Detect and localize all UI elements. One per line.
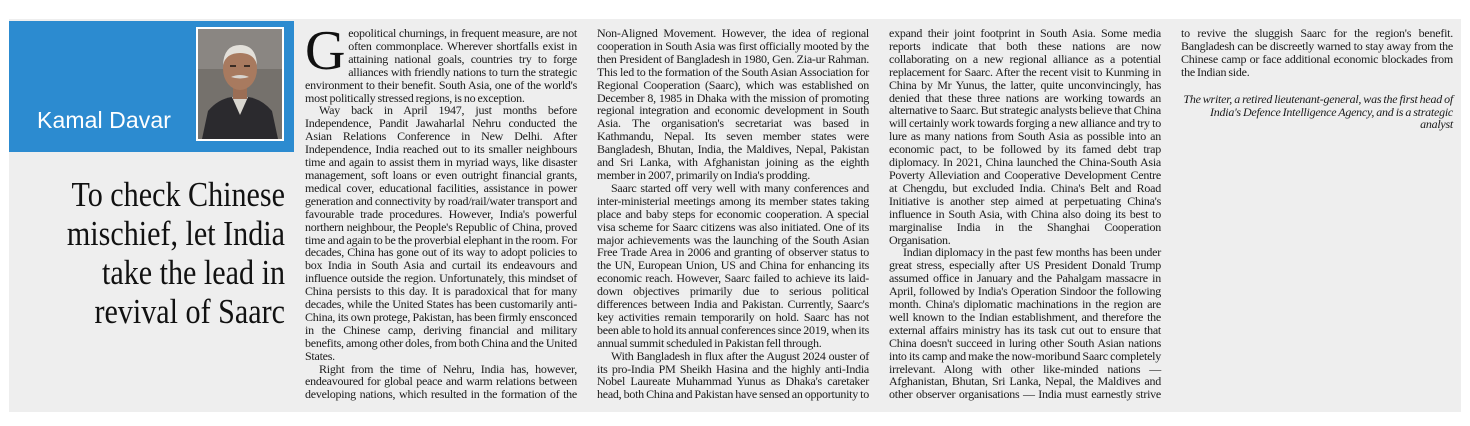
author-portrait-icon bbox=[196, 27, 284, 141]
author-name: Kamal Davar bbox=[37, 107, 172, 133]
byline-box bbox=[9, 21, 294, 152]
lead-text: eopolitical churnings, in frequent measure, are not often commonplace. Wherever shortfalls exist in attaining national goals, countries try to forge alliances with friendly nations to turn the strategic environment to their benefit. South Asia, one of the world's most politically stressed regions, is no exception. bbox=[305, 26, 577, 105]
opinion-column bbox=[9, 19, 1461, 412]
lead-paragraph bbox=[305, 20, 577, 105]
author-note: The writer, a retired lieutenant-general, was the first head of India's Defence Intelligence Agency, and is a strategic analyst bbox=[1183, 91, 1453, 132]
drop-cap: G bbox=[305, 20, 346, 82]
paragraph: Way back in April 1947, just months before Independence, Pandit Jawaharlal Nehru conducted the Asian Relations Conference in New Delhi. After Independence, India reached out to its smaller neighbours time and again to assist them in myriad ways, like disaster management, soft loans or even outright financial grants, medical cover, educational facilities, assistance in power generation and connectivity by road/rail/water transport and favourable trade procedures. However, India's powerful northern neighbour, the People's Republic of China, proved time and again to be the proverbial elephant in the room. For decades, China has gone out of its way to adopt policies to box India in South Asia and curtail its endeavours and influence outside the region. Unfortunately, this mindset of China persists to this day. It is paradoxical that for many decades, while the United States has been customarily anti-China, its own protege, Pakistan, has been firmly ensconced in the Chinese camp, deriving financial and military benefits, among other doles, from both China and the United States. bbox=[305, 103, 577, 363]
article-body bbox=[305, 20, 1453, 411]
paragraph: With Bangladesh in flux after the August 2024 ouster of its pro-India PM Sheikh Hasina and the highly anti-India Nobel Laureate Muhammad Yunus as Dhaka's caretaker head, both China and Pakistan have sensed an opportunity to expand their joint footprint in South Asia. Some media reports indicate that both these nations are now collaborating on a new regional alliance as a potential replacement for Saarc. After the recent visit to Kunming in China by Mr Yunus, the latter, quite unconvincingly, has denied that these three nations are working towards an alternative to Saarc. But strategic analysts believe that China will certainly work towards forging a new alliance and try to lure as many nations from South Asia as possible into an economic pact, to be followed by its famed debt trap diplomacy. In 2021, China launched the China-South Asia Poverty Alleviation and Cooperative Development Centre at Chengdu, but excluded India. China's Belt and Road Initiative is another step aimed at perpetuating China's influence in South Asia, with China also doing its best to marginalise India in the Shanghai Cooperation Organisation. bbox=[597, 26, 1161, 402]
paragraph: Saarc started off very well with many conferences and inter-ministerial meetings among its member states taking place and baby steps for economic cooperation. A special visa scheme for Saarc citizens was also initiated. One of its major achievements was the launching of the South Asian Free Trade Area in 2006 and granting of observer status to the UN, European Union, US and China for enhancing its economic reach. However, Saarc failed to achieve its laid-down objectives primarily due to serious political differences between India and Pakistan. Currently, Saarc's key activities remain temporarily on hold. Saarc has not been able to hold its annual conferences since 2019, when its annual summit scheduled in Pakistan fell through. bbox=[597, 180, 869, 350]
paragraph: Indian diplomacy in the past few months has been under great stress, especially after US President Donald Trump assumed office in January and the Pahalgam massacre in April, followed by India's Operation Sindoor the following month. China's diplomatic machinations in the region are well known to the Indian establishment, and therefore the external affairs ministry has its task cut out to ensure that China doesn't succeed in luring other South Asian nations into its camp and make the now-moribund Saarc completely irrelevant. Along with other like-minded nations — Afghanistan, Bhutan, Sri Lanka, Nepal, the Maldives and other observer organisations — India must earnestly strive to revive the sluggish Saarc for the region's benefit. Bangladesh can be discreetly warned to stay away from the Chinese camp or face additional economic blockades from the Indian side. bbox=[889, 26, 1453, 402]
headline: To check Chinese mischief, let India take the lead in revival of Saarc bbox=[66, 175, 285, 331]
paragraph: Right from the time of Nehru, India has, however, endeavoured for global peace and warm relations between developing nations, which resulted in the formation of the Non-Aligned Movement. However, the idea of regional cooperation in South Asia was first officially mooted by the then President of Bangladesh in 1980, Gen. Zia-ur Rahman. This led to the formation of the South Asian Association for Regional Cooperation (Saarc), which was established on December 8, 1985 in Dhaka with the mission of promoting regional integration and economic development in South Asia. The organisation's secretariat was based in Kathmandu, Nepal. Its seven member states were Bangladesh, Bhutan, India, the Maldives, Nepal, Pakistan and Sri Lanka, with Afghanistan joining as the eighth member in 2007, primarily on India's prodding. bbox=[305, 26, 869, 402]
